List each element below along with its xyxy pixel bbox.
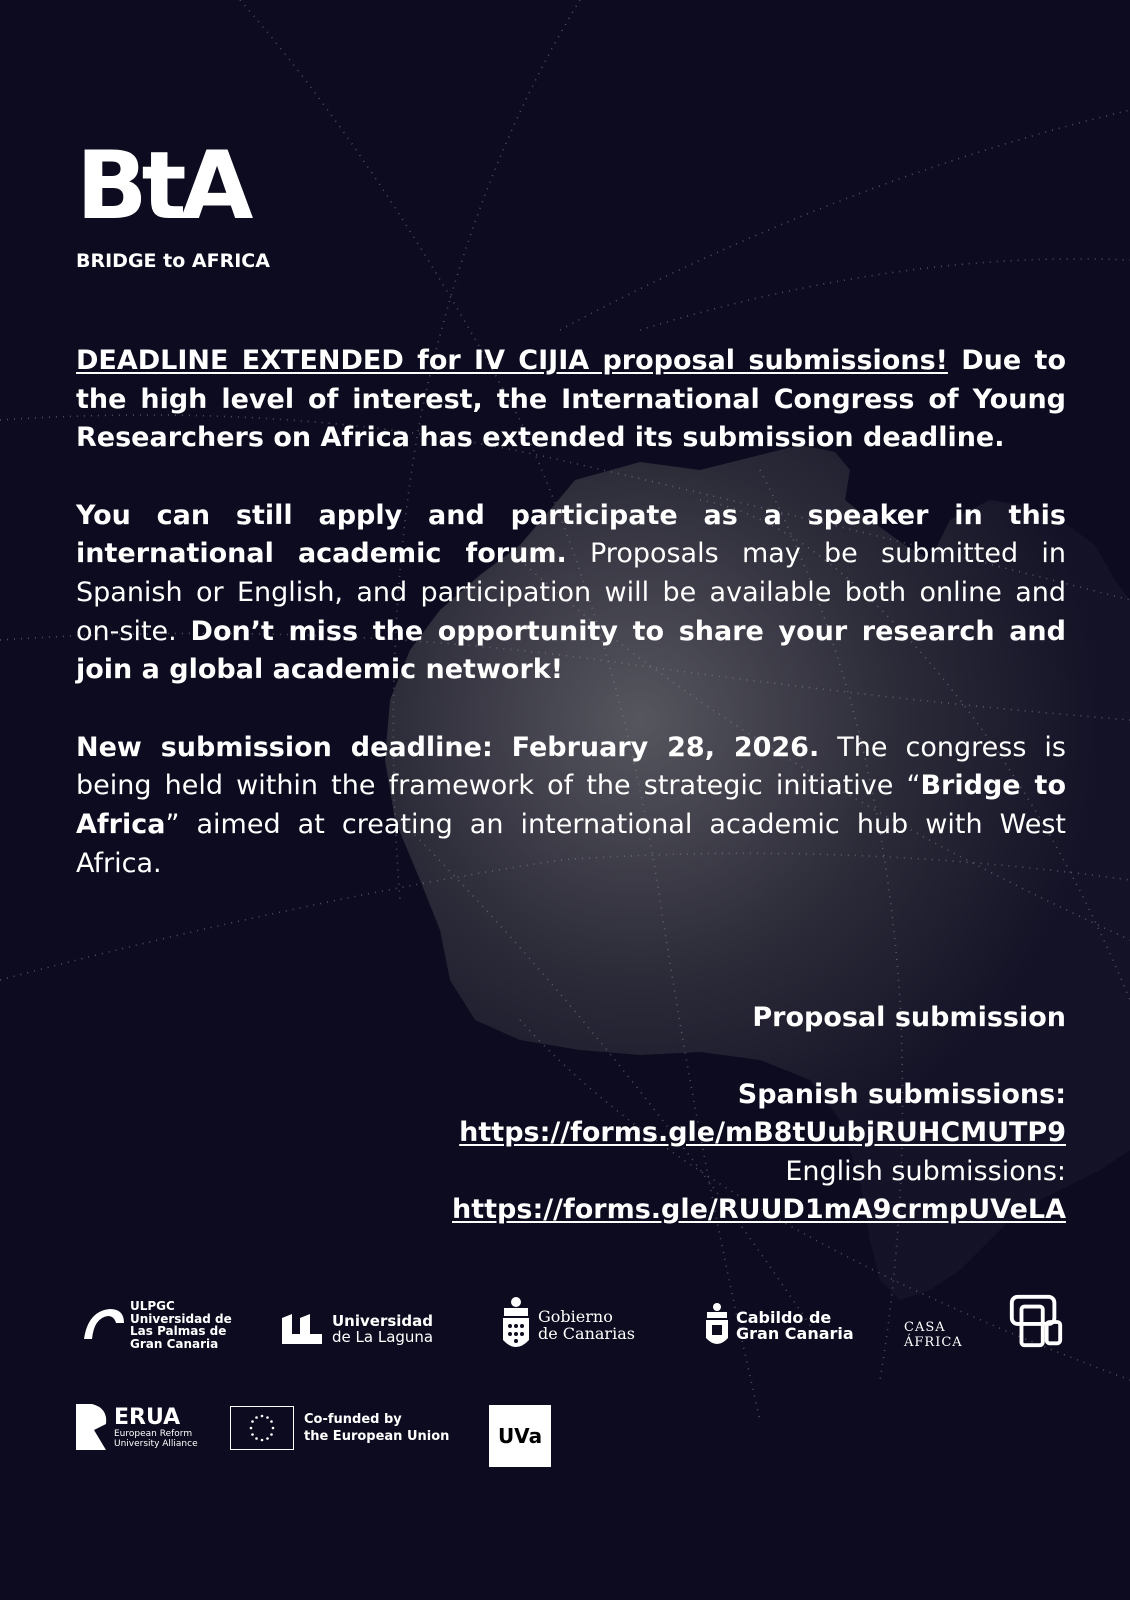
eu-line-2: the European Union bbox=[304, 1429, 450, 1444]
ull-name-1: Universidad bbox=[332, 1312, 434, 1330]
spanish-submission-link[interactable]: https://forms.gle/mB8tUubjRUHCMUTP9 bbox=[459, 1117, 1066, 1149]
announcement-body bbox=[76, 342, 1066, 922]
spanish-label: Spanish submissions: bbox=[737, 1078, 1066, 1110]
erua-logo bbox=[76, 1404, 198, 1452]
uva-logo bbox=[489, 1405, 551, 1467]
bta-logo-mark: BtA bbox=[76, 132, 248, 241]
submission-heading: Proposal submission bbox=[752, 1002, 1066, 1033]
bta-logo bbox=[76, 132, 270, 272]
cabildo-name-1: Cabildo de bbox=[736, 1308, 832, 1327]
ulpgc-name-3: Gran Canaria bbox=[130, 1336, 219, 1351]
intro-paragraph bbox=[76, 342, 1066, 458]
apply-text: Proposals may be submitted in Spanish or English, and participation will be available both online and on-site. bbox=[76, 538, 1066, 647]
deadline-paragraph bbox=[76, 729, 1066, 883]
gobierno-name-2: de Canarias bbox=[538, 1324, 635, 1343]
eu-line-1: Co-funded by bbox=[304, 1412, 402, 1427]
erua-line-2: University Alliance bbox=[114, 1439, 198, 1449]
coat-of-arms-icon bbox=[500, 1296, 532, 1354]
erua-emblem-icon bbox=[76, 1404, 110, 1452]
apply-tail: Don’t miss the opportunity to share your research and join a global academic network! bbox=[76, 615, 1066, 686]
apply-paragraph bbox=[76, 497, 1066, 690]
casa-africa-emblem-icon bbox=[1006, 1292, 1066, 1352]
casa-africa-logo bbox=[904, 1292, 1066, 1352]
eu-flag-icon bbox=[230, 1406, 294, 1450]
ulpgc-logo bbox=[80, 1300, 232, 1350]
ull-name-2: de La Laguna bbox=[332, 1328, 434, 1346]
intro-text: Due to the high level of interest, the International Congress of Young Researchers on Africa has extended its submission deadline. bbox=[76, 345, 1066, 454]
english-submission-link[interactable]: https://forms.gle/RUUD1mA9crmpUVeLA bbox=[452, 1194, 1066, 1226]
ulpgc-name-2: Las Palmas de bbox=[130, 1324, 227, 1338]
uva-name: UVa bbox=[489, 1405, 551, 1467]
apply-lead: You can still apply and participate as a speaker in this international academic forum. bbox=[76, 499, 1066, 570]
headline: DEADLINE EXTENDED for IV CIJIA proposal submissions! bbox=[76, 345, 948, 376]
casa-africa-name: CASA ÁFRICA bbox=[904, 1320, 963, 1350]
erua-name: ERUA bbox=[114, 1405, 181, 1430]
bta-logo-subtitle: BRIDGE to AFRICA bbox=[76, 250, 270, 272]
ulpgc-emblem-icon bbox=[80, 1305, 126, 1345]
gobierno-canarias-logo bbox=[500, 1296, 635, 1354]
ull-emblem-icon bbox=[280, 1312, 324, 1346]
cabildo-name-2: Gran Canaria bbox=[736, 1324, 854, 1343]
cabildo-gran-canaria-logo bbox=[704, 1302, 854, 1350]
deadline-text-b: ” aimed at creating an international academic hub with West Africa. bbox=[76, 808, 1066, 879]
eu-cofunded-logo bbox=[230, 1406, 449, 1450]
deadline-text-a: The congress is being held within the framework of the strategic initiative “ bbox=[76, 731, 1066, 802]
ulpgc-abbr: ULPGC bbox=[130, 1299, 175, 1313]
english-label: English submissions: bbox=[785, 1155, 1066, 1187]
proposal-submission bbox=[366, 999, 1066, 1230]
erua-line-1: European Reform bbox=[114, 1429, 193, 1439]
initiative-name: Bridge to Africa bbox=[76, 770, 1066, 840]
gobierno-name-1: Gobierno bbox=[538, 1307, 613, 1326]
cabildo-shield-icon bbox=[704, 1302, 730, 1350]
deadline-lead: New submission deadline: February 28, 2026. bbox=[76, 731, 820, 763]
partner-logos bbox=[76, 1299, 1066, 1468]
ull-logo bbox=[280, 1312, 433, 1346]
ulpgc-name-1: Universidad de bbox=[130, 1311, 232, 1326]
